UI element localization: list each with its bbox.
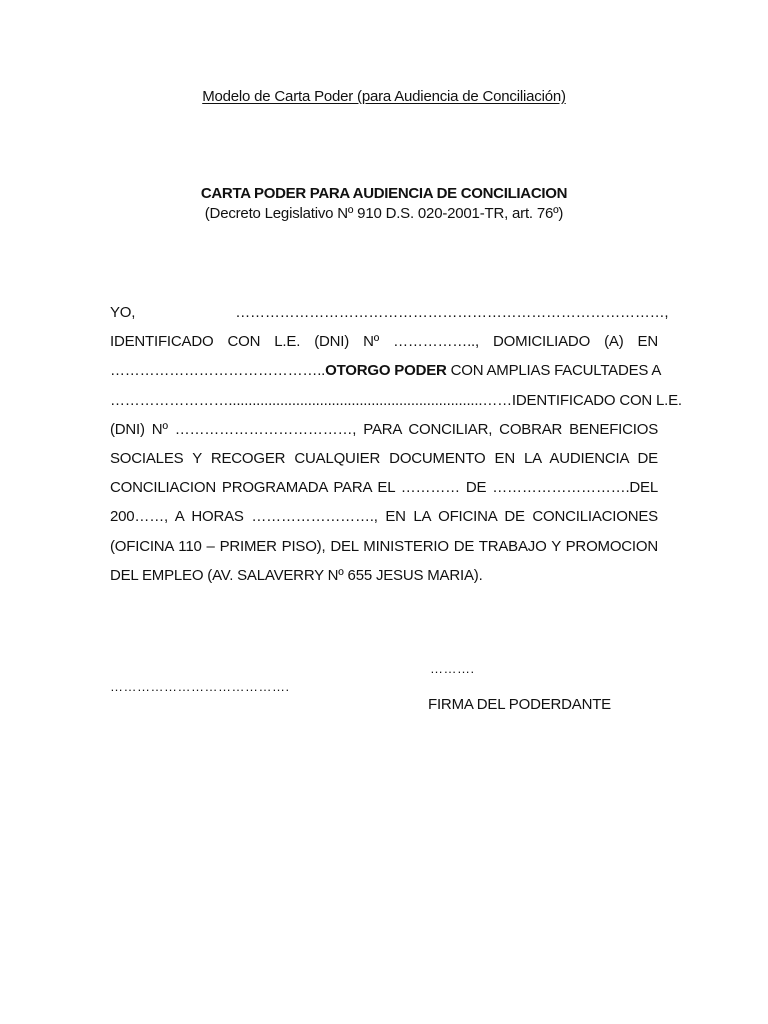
body-line-3-end: CON AMPLIAS FACULTADES A [446, 362, 662, 380]
body-line-8: 200……, A HORAS ……………………., EN LA OFICINA DE CONCILIACIONES [110, 508, 658, 526]
body-line-6: SOCIALES Y RECOGER CUALQUIER DOCUMENTO EN LA AUDIENCIA DE [110, 449, 658, 467]
model-title-text: Modelo de Carta Poder (para Audiencia de Conciliación) [202, 88, 566, 105]
body-line-1-blank: ……………………………………………………………………………, [235, 304, 669, 321]
signature-dots-right: ………. [430, 661, 475, 676]
body-line-3-blank: …………………………………….. [110, 362, 326, 380]
signature-label: FIRMA DEL PODERDANTE [428, 696, 611, 713]
body-line-4: ……………………................................................................……IDENTIFICADO CON L.E. [110, 391, 682, 409]
document-heading: CARTA PODER PARA AUDIENCIA DE CONCILIACION [200, 185, 568, 202]
body-line-10: DEL EMPLEO (AV. SALAVERRY Nº 655 JESUS MARIA). [110, 566, 483, 584]
body-line-9: (OFICINA 110 – PRIMER PISO), DEL MINISTERIO DE TRABAJO Y PROMOCION [110, 537, 658, 555]
body-line-3 [110, 356, 662, 385]
signature-dots-left: …………………………………. [110, 679, 290, 694]
body-paragraph [110, 298, 682, 590]
body-line-2: IDENTIFICADO CON L.E. (DNI) Nº …………….., DOMICILIADO (A) EN [110, 333, 658, 351]
body-line-1 [110, 298, 669, 327]
body-line-5: (DNI) Nº ………………………………, PARA CONCILIAR, COBRAR BENEFICIOS [110, 420, 658, 438]
model-title [0, 88, 768, 105]
body-line-7: CONCILIACION PROGRAMADA PARA EL ………… DE ……………………….DEL [110, 479, 658, 497]
body-line-1-start: YO, [110, 304, 136, 321]
grant-power-text: OTORGO PODER [325, 362, 447, 380]
document-subheading: (Decreto Legislativo Nº 910 D.S. 020-2001-TR, art. 76º) [204, 205, 564, 222]
